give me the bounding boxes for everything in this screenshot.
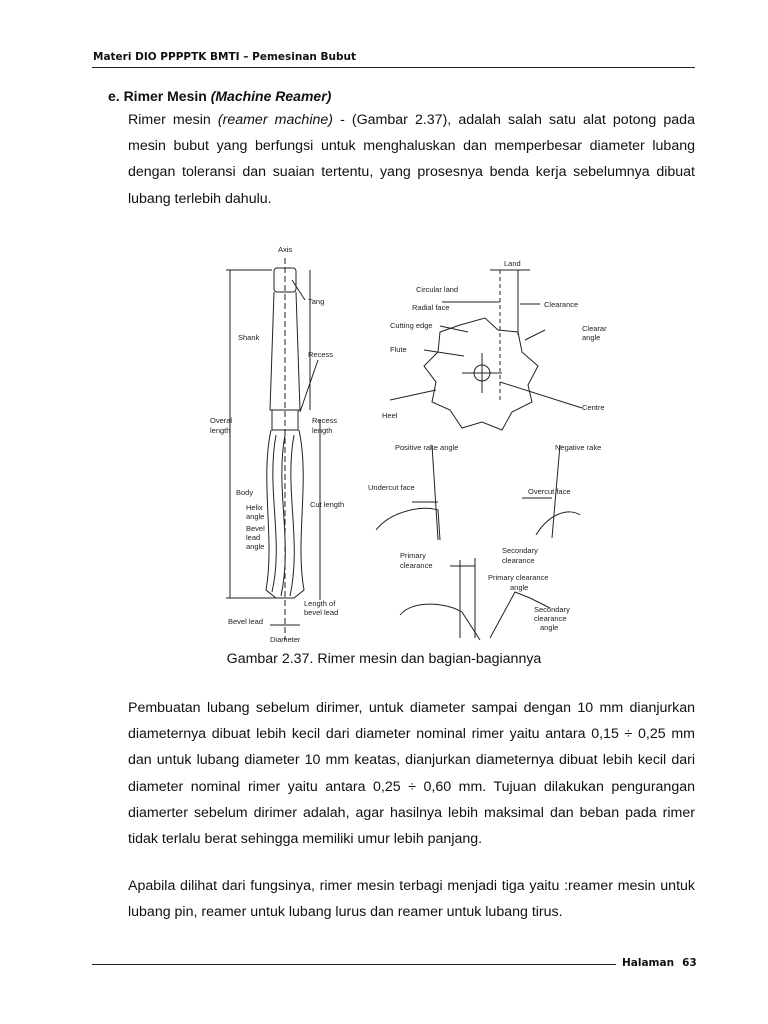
label-helix-1: Helix bbox=[246, 503, 263, 512]
intro-paragraph bbox=[128, 107, 695, 212]
label-shank: Shank bbox=[238, 333, 260, 342]
label-axis: Axis bbox=[278, 245, 293, 254]
label-overall-1: Overal bbox=[210, 416, 233, 425]
label-land: Land bbox=[504, 259, 521, 268]
body-paragraph-1: Pembuatan lubang sebelum dirimer, untuk diameter sampai dengan 10 mm dianjurkan diameternya dibuat lebih kecil dari diameter nominal rimer yaitu antara 0,15 ÷ 0,25 mm dan untuk lubang diameter 10 mm keatas, dianjurkan diameternya dibuat lebih kecil dari diameter nominal rimer yaitu antara 0,25 ÷ 0,60 mm. Tujuan dilakukan pengurangan diamerter sebelum dirimer adalah, agar hasilnya lebih maksimal dan beban pada rimer tidak terlalu berat sehingga memiliki umur lebih panjang. bbox=[128, 700, 695, 848]
label-clear-angle-1: Clearar bbox=[582, 324, 607, 333]
footer-rule bbox=[92, 964, 616, 965]
label-cutting-edge: Cutting edge bbox=[390, 321, 433, 330]
section-heading bbox=[108, 88, 331, 104]
label-positive-rake: Positive rake angle bbox=[395, 443, 459, 452]
label-primary-1: Primary bbox=[400, 551, 426, 560]
label-undercut: Undercut face bbox=[368, 483, 415, 492]
label-tang: Tang bbox=[308, 297, 325, 306]
label-clearance: Clearance bbox=[544, 300, 579, 309]
label-bevel-lead-len: bevel lead bbox=[304, 608, 339, 617]
label-flute: Flute bbox=[390, 345, 407, 354]
label-negative-rake: Negative rake bbox=[555, 443, 602, 452]
reamer-figure bbox=[200, 240, 620, 645]
running-header: Materi DIO PPPPTK BMTI – Pemesinan Bubut bbox=[93, 51, 357, 63]
label-sec-angle-3: angle bbox=[540, 623, 559, 632]
label-secondary-1: Secondary bbox=[502, 546, 538, 555]
label-secondary-2: clearance bbox=[502, 556, 535, 565]
label-circular-land: Circular land bbox=[416, 285, 459, 294]
label-cut-length: Cut length bbox=[310, 500, 345, 509]
page-number: 63 bbox=[682, 957, 697, 969]
label-bevel-lead: Bevel lead bbox=[228, 617, 264, 626]
label-bevel-3: angle bbox=[246, 542, 265, 551]
label-recess: Recess bbox=[308, 350, 334, 359]
label-body: Body bbox=[236, 488, 254, 497]
label-overcut: Overcut face bbox=[528, 487, 571, 496]
label-clear-angle-2: angle bbox=[582, 333, 601, 342]
header-rule bbox=[92, 67, 695, 68]
label-diameter: Diameter bbox=[270, 635, 301, 644]
label-length-of: Length of bbox=[304, 599, 336, 608]
label-recess-length-1: Recess bbox=[312, 416, 338, 425]
footer-label: Halaman bbox=[622, 957, 675, 969]
label-radial-face: Radial face bbox=[412, 303, 450, 312]
label-prim-angle-2: angle bbox=[510, 583, 529, 592]
label-prim-angle-1: Primary clearance bbox=[488, 573, 549, 582]
intro-rest: - (Gambar 2.37), adalah salah satu alat potong pada mesin bubut yang berfungsi untuk menghaluskan dan memperbesar diameter lubang dengan toleransi dan suaian tertentu, yang prosesnya benda kerja sebelumnya dibuat lubang terlebih dahulu. bbox=[128, 112, 695, 207]
intro-lead: Rimer mesin bbox=[128, 112, 211, 128]
figure-caption: Gambar 2.37. Rimer mesin dan bagian-bagiannya bbox=[226, 651, 542, 667]
label-overall-2: length bbox=[210, 426, 231, 435]
body-paragraph-2: Apabila dilihat dari fungsinya, rimer mesin terbagi menjadi tiga yaitu :reamer mesin untuk lubang pin, reamer untuk lubang lurus dan reamer untuk lubang tirus. bbox=[128, 878, 695, 921]
label-sec-angle-2: clearance bbox=[534, 614, 567, 623]
label-bevel-1: Bevel bbox=[246, 524, 265, 533]
label-bevel-2: lead bbox=[246, 533, 261, 542]
label-sec-angle-1: Secondary bbox=[534, 605, 570, 614]
label-helix-2: angle bbox=[246, 512, 265, 521]
page-footer bbox=[622, 957, 697, 969]
label-centre: Centre bbox=[582, 403, 605, 412]
label-recess-length-2: length bbox=[312, 426, 333, 435]
label-primary-2: clearance bbox=[400, 561, 433, 570]
section-label-italic: (Machine Reamer) bbox=[210, 88, 332, 104]
intro-italic: (reamer machine) bbox=[217, 112, 333, 128]
label-heel: Heel bbox=[382, 411, 398, 420]
section-label: e. Rimer Mesin bbox=[108, 88, 207, 104]
